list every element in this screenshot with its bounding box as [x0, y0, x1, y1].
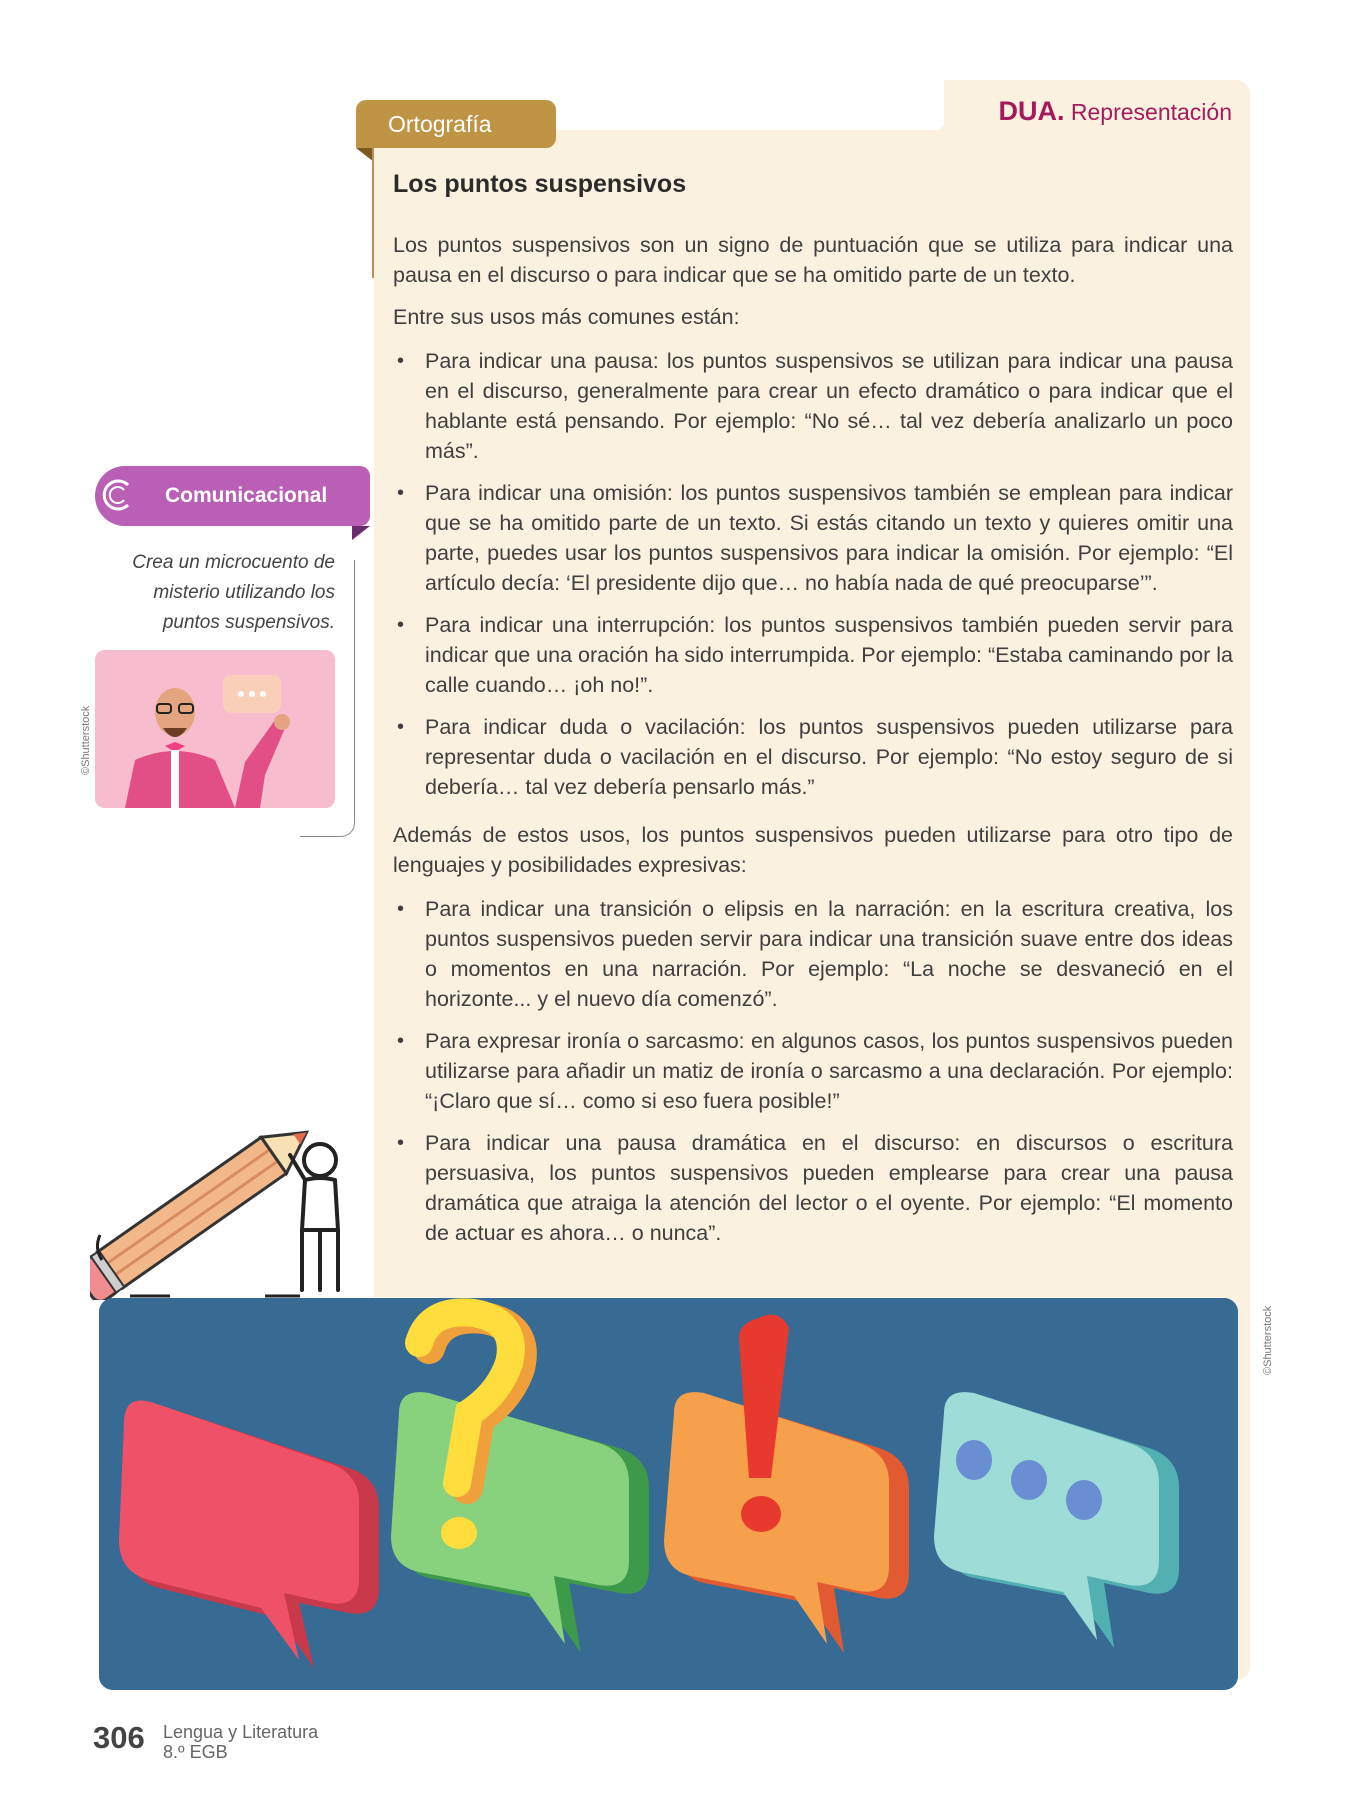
otros-list: [393, 894, 1233, 1260]
intro-paragraph: Los puntos suspensivos son un signo de puntuación que se utiliza para indicar una pausa en el discurso o para indicar que se ha omitido parte de un texto.: [393, 233, 1233, 287]
comunicacional-text: Crea un microcuento de misterio utilizando los puntos suspensivos.: [132, 552, 335, 633]
list-item: [393, 894, 1233, 1014]
list-item-text: Para indicar una pausa dramática en el discurso: en discursos o escritura persuasiva, los puntos suspensivos pueden emplearse para crear una pausa dramática que atraiga la atención del lector o el oyente. Por ejemplo: “El momento de actuar es ahora… o nunca”.: [425, 1131, 1233, 1245]
section-tab: Ortografía: [356, 100, 556, 148]
list-item-text: Para expresar ironía o sarcasmo: en algunos casos, los puntos suspensivos pueden utilizarse para añadir un matiz de ironía o sarcasmo a una declaración. Por ejemplo: “¡Claro que sí… como si eso fuera posible!”: [425, 1029, 1233, 1113]
list-item: [393, 712, 1233, 802]
bullet-icon: •: [397, 614, 405, 636]
list-item-text: Para indicar una pausa: los puntos suspensivos se utilizan para indicar una pausa en el discurso, generalmente para crear un efecto dramático o para indicar que el hablante está pensando. Por ejemplo: “No sé… tal vez debería analizarlo un poco más”.: [425, 349, 1233, 463]
comunicacional-badge-fold: [352, 526, 370, 540]
dua-tab-slope: [938, 80, 978, 132]
page-number: 306: [93, 1720, 145, 1755]
page-title: Los puntos suspensivos: [393, 170, 687, 198]
list-item: [393, 610, 1233, 700]
bullet-icon: •: [397, 1132, 405, 1154]
list-item-text: Para indicar una omisión: los puntos suspensivos también se emplean para indicar que se ha omitido parte de un texto. Si estás citando un texto y quieres omitir una parte, puedes usar los puntos suspensivos para indicar la omisión. Por ejemplo: “El artículo decía: ‘El presidente dijo que… no había nada de qué preocuparse’”.: [425, 481, 1233, 595]
bullet-icon: •: [397, 898, 405, 920]
bullet-icon: •: [397, 350, 405, 372]
bullet-icon: •: [397, 716, 405, 738]
list-item: [393, 1026, 1233, 1116]
list-item-text: Para indicar una transición o elipsis en la narración: en la escritura creativa, los puntos suspensivos pueden servir para indicar una transición suave entre dos ideas o momentos en una narración. Por ejemplo: “La noche se desvaneció en el horizonte... y el nuevo día comenzó”.: [425, 897, 1233, 1011]
punctuation-bubbles-image: [99, 1298, 1238, 1690]
usos-list: [393, 346, 1233, 814]
dua-rest: Representación: [1070, 99, 1232, 125]
list-item-text: Para indicar una interrupción: los puntos suspensivos también pueden servir para indicar que una oración ha sido interrumpida. Por ejemplo: “Estaba caminando por la calle cuando… ¡oh no!”.: [425, 613, 1233, 697]
bullet-icon: •: [397, 1030, 405, 1052]
list-item: [393, 346, 1233, 466]
list-item-text: Para indicar duda o vacilación: los puntos suspensivos pueden utilizarse para representar duda o vacilación en el discurso. Por ejemplo: “No estoy seguro de si debería… tal vez debería pensarlo más.”: [425, 715, 1233, 799]
comunicacional-label: Comunicacional: [165, 484, 328, 507]
otros-intro: Además de estos usos, los puntos suspensivos pueden utilizarse para otro tipo de lenguajes y posibilidades expresivas:: [393, 823, 1233, 877]
bullet-icon: •: [397, 482, 405, 504]
illustration-credit: ©Shutterstock: [1262, 1305, 1274, 1375]
speech-c-icon: [100, 475, 140, 515]
dua-label: [999, 96, 1233, 127]
speech-bubbles-illustration: [99, 1298, 1238, 1690]
man-with-speech-bubble-image: [95, 650, 335, 808]
usos-intro: Entre sus usos más comunes están:: [393, 305, 740, 329]
list-item: [393, 1128, 1233, 1248]
list-item: [393, 478, 1233, 598]
section-tab-line: [372, 148, 374, 278]
footer-grade: 8.º EGB: [163, 1742, 228, 1762]
photo-credit: ©Shutterstock: [80, 705, 92, 775]
man-photo: [95, 650, 335, 808]
dua-strong: DUA.: [998, 96, 1065, 126]
pencil-figure-illustration: [90, 1100, 360, 1300]
footer-subject: Lengua y Literatura: [163, 1722, 319, 1742]
